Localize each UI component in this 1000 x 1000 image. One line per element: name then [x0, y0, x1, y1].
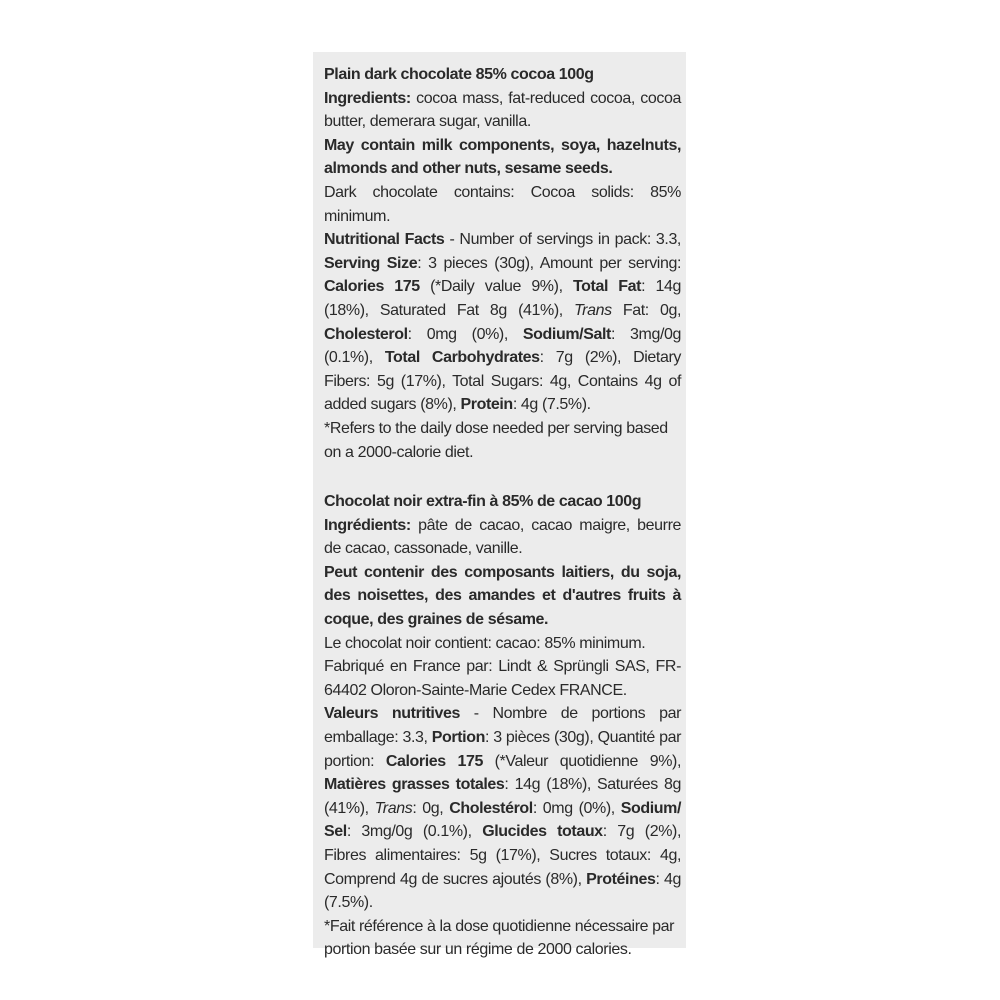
- nutrition-facts-en: Nutritional Facts - Number of servings in pack: 3.3, Serving Size: 3 pieces (30g), Amount per serving: Calories 175 (*Daily value 9%), Total Fat: 14g (18%), Saturated Fat 8g (41%), Trans Fat: 0g, Cholesterol: 0mg (0%), Sodium/Salt: 3mg/0g (0.1%), Total Carbohydrates: 7g (2%), Dietary Fibers: 5g (17%), Total Sugars: 4g, Contains 4g of added sugars (8%), Protein: 4g (7.5%).: [324, 231, 682, 414]
- trans-label: Trans: [573, 301, 612, 319]
- serving-size-label: Serving Size: [324, 254, 418, 272]
- ingredients-en: [324, 87, 681, 134]
- ingredients-text-fr: pâte de cacao, cacao maigre, beurre de cacao, cassonade, vanille.: [324, 516, 681, 558]
- nutrition-facts-label: Nutritional Facts: [324, 231, 445, 249]
- footnote-en: *Refers to the daily dose needed per serving based on a 2000-calorie diet.: [324, 419, 668, 461]
- french-section: [324, 490, 681, 962]
- sodium-label: Sodium/Salt: [522, 325, 611, 343]
- ingredients-label-fr: Ingrédients:: [324, 516, 411, 534]
- manufacturer-fr: Fabriqué en France par: Lindt & Sprüngli SAS, FR-64402 Oloron-Sainte-Marie Cedex FRANCE.: [324, 658, 681, 699]
- cocoa-solids-fr: Le chocolat noir contient: cacao: 85% minimum.: [324, 634, 646, 652]
- fat-label-fr: Matières grasses totales: [324, 776, 505, 794]
- cocoa-solids-en: Dark chocolate contains: Cocoa solids: 85% minimum.: [324, 183, 681, 225]
- allergen-warning-fr: Peut contenir des composants laitiers, du soja, des noisettes, des amandes et d'autres fruits à coque, des graines de sésame.: [324, 563, 681, 629]
- ingredients-text: cocoa mass, fat-reduced cocoa, cocoa butter, demerara sugar, vanilla.: [324, 89, 681, 131]
- nutrition-label-panel: [313, 52, 686, 959]
- ingredients-fr: [324, 514, 681, 561]
- protein-label: Protein: [460, 396, 513, 414]
- product-title-en: Plain dark chocolate 85% cocoa 100g: [324, 66, 594, 83]
- sodium-label-fr: Sodium/ Sel: [324, 799, 682, 841]
- protein-label-fr: Protéines: [586, 870, 656, 888]
- carbohydrates-label: Total Carbohydrates: [384, 349, 540, 367]
- trans-label-fr: Trans: [374, 799, 413, 817]
- product-title-fr: Chocolat noir extra-fin à 85% de cacao 100g: [324, 493, 642, 511]
- calories-label: Calories 175: [324, 278, 420, 296]
- allergen-warning-en: May contain milk components, soya, hazelnuts, almonds and other nuts, sesame seeds.: [324, 136, 681, 178]
- total-fat-label: Total Fat: [572, 278, 642, 296]
- cholesterol-label-fr: Cholestérol: [449, 799, 533, 817]
- english-section: [324, 63, 681, 464]
- saturated-fat-text: Saturated Fat 8g (41%),: [379, 301, 563, 319]
- carbohydrates-label-fr: Glucides totaux: [482, 823, 603, 841]
- nutrition-facts-label-fr: Valeurs nutritives: [324, 705, 460, 723]
- footnote-fr: *Fait référence à la dose quotidienne nécessaire par portion basée sur un régime de 2000 calories.: [324, 917, 675, 959]
- portion-label-fr: Portion: [431, 729, 485, 747]
- section-divider: [324, 464, 681, 490]
- ingredients-label: Ingredients:: [324, 89, 411, 107]
- cholesterol-label: Cholesterol: [324, 325, 408, 343]
- nutrition-facts-fr: Valeurs nutritives - Nombre de portions par emballage: 3.3, Portion: 3 pièces (30g), Quantité par portion: Calories 175 (*Valeur quotidienne 9%), Matières grasses totales: 14g (18%), Saturées 8g (41%), Trans: 0g, Cholestérol: 0mg (0%), Sodium/ Sel: 3mg/0g (0.1%), Glucides totaux: 7g (2%), Fibres alimentaires: 5g (17%), Sucres totaux: 4g, Comprend 4g de sucres ajoutés (8%), Protéines: 4g (7.5%).: [324, 705, 682, 912]
- calories-label-fr: Calories 175: [385, 752, 483, 770]
